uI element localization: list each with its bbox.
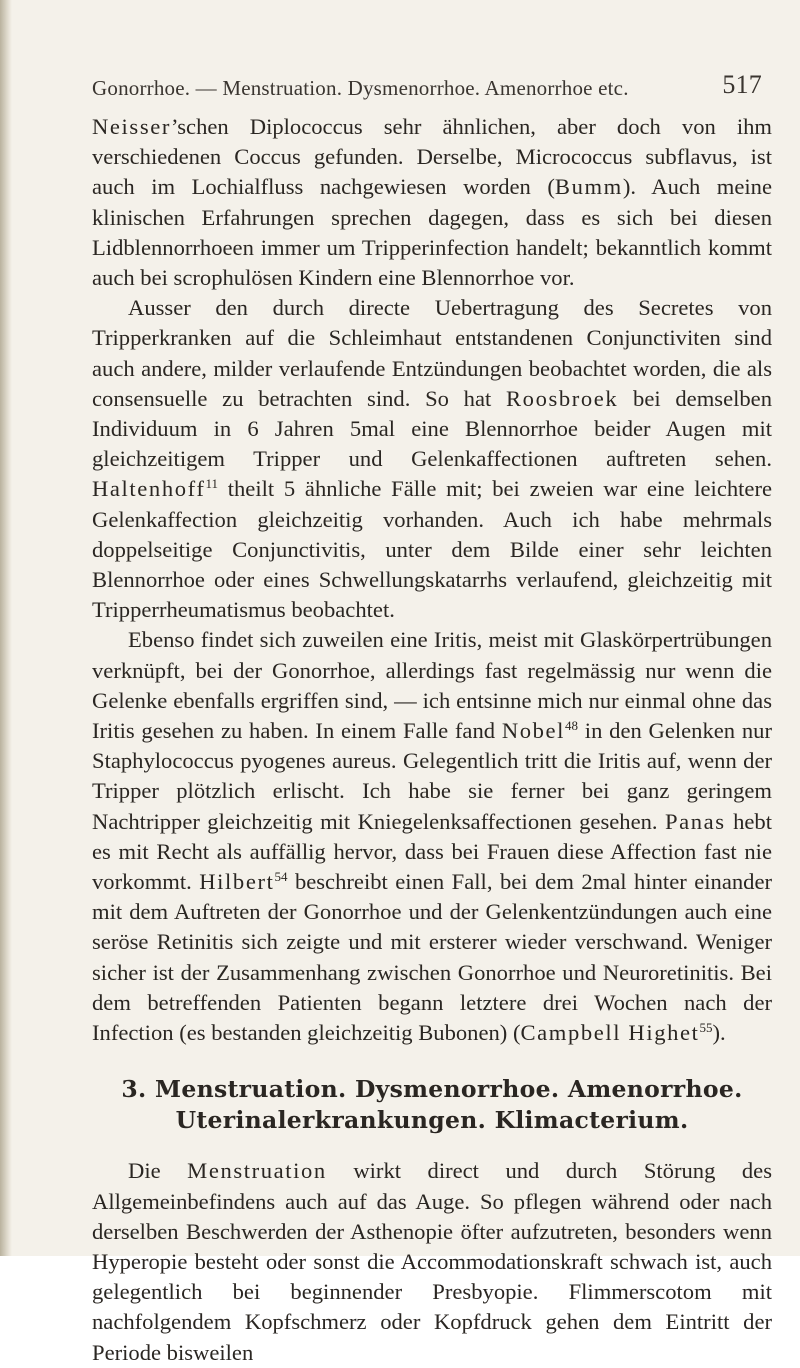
section-heading — [92, 1074, 772, 1136]
paragraph-2 — [92, 293, 772, 625]
paragraph-1-text-a: ’schen Diplococcus sehr ähnlichen, aber doch von ihm verschiedenen Coccus gefunden. Derselbe, Micrococcus subflavus, ist auch im Lochialfluss nachgewiesen worden ( — [92, 114, 772, 200]
section-heading-line-1: 3. Menstruation. Dysmenorrhoe. Amenorrhoe. — [121, 1075, 743, 1104]
author-bumm: Bumm — [554, 174, 623, 200]
footnote-ref-55: 55 — [699, 1020, 713, 1036]
author-panas: Panas — [664, 808, 726, 834]
page-number: 517 — [722, 70, 762, 99]
paragraph-3-text-a: Ebenso findet sich zuweilen eine Iritis, meist mit Glaskörpertrübungen verknüpft, bei der Gonorrhoe, allerdings fast regelmässig nur wenn die Gelenke ebenfalls ergriffen sind, — ich entsinne mich nur einmal ohne das Iritis gesehen zu haben. In einem Falle fand — [92, 627, 772, 744]
paragraph-3-text-c: hebt es mit Recht als auffällig hervor, dass bei Frauen diese Affection fast nie vorkommt. — [92, 808, 772, 895]
paragraph-3 — [92, 625, 772, 1048]
page-body — [92, 112, 772, 1368]
footnote-ref-48: 48 — [565, 718, 579, 734]
paragraph-2-text-b: bei demselben Individuum in 6 Jahren 5mal eine Blennorrhoe beider Augen mit gleichzeitigem Tripper und Gelenkaffectionen auftreten sehen. — [92, 385, 772, 472]
paragraph-4 — [92, 1156, 772, 1367]
term-menstruation: Menstruation — [187, 1158, 327, 1184]
author-nobel: Nobel — [501, 718, 566, 744]
paragraph-4-text-b: wirkt direct und durch Störung des Allgemeinbefindens auch auf das Auge. So pflegen während oder nach derselben Beschwerden der Asthenopie öfter aufzutreten, besonders wenn Hyperopie besteht oder sonst die Accommodationskraft schwach ist, auch gelegentlich bei beginnender Presbyopie. Flimmerscotom mit nachfolgendem Kopfschmerz oder Kopfdruck gehen dem Eintritt der Periode bisweilen — [92, 1158, 772, 1365]
section-heading-line-2: Uterinalerkrankungen. Klimacterium. — [175, 1106, 689, 1135]
paragraph-3-text-d: beschreibt einen Fall, bei dem 2mal hinter einander mit dem Auftreten der Gonorrhoe und der Gelenkentzündungen auch eine seröse Retinitis sich zeigte und mit ersterer wieder verschwand. Weniger sicher ist der Zusammenhang zwischen Gonorrhoe und Neuroretinitis. Bei dem betreffenden Patienten begann letztere drei Wochen nach der Infection (es bestanden gleichzeitig Bubonen) ( — [92, 869, 772, 1046]
author-campbell-highet: Campbell Highet — [520, 1020, 700, 1046]
page-binding-shadow — [0, 0, 12, 1256]
running-header — [92, 70, 762, 101]
paragraph-1-text-b: ). Auch meine klinischen Erfahrungen sprechen dagegen, dass es sich bei diesen Lidblennorrhoeen immer um Tripperinfection handelt; bekanntlich kommt auch bei scrophulösen Kindern eine Blennorrhoe vor. — [92, 174, 772, 291]
paragraph-1 — [92, 112, 772, 293]
paragraph-4-text-a: Die — [128, 1158, 188, 1184]
author-hilbert: Hilbert — [199, 869, 275, 895]
author-haltenhoff: Haltenhoff — [92, 476, 206, 502]
running-header-title: Gonorrhoe. — Menstruation. Dysmenorrhoe. Amenorrhoe etc. — [92, 76, 629, 100]
footnote-ref-11: 11 — [205, 476, 218, 492]
footnote-ref-54: 54 — [274, 869, 288, 885]
paragraph-3-text-b: in den Gelenken nur Staphylococcus pyogenes aureus. Gelegentlich tritt die Iritis auf, wenn der Tripper plötzlich erlischt. Ich habe sie ferner bei ganz geringem Nachtripper gleichzeitig mit Kniegelenksaffectionen gesehen. — [92, 718, 772, 834]
author-neisser: Neisser — [92, 114, 171, 139]
paragraph-3-text-e: ). — [712, 1020, 726, 1046]
author-roosbroek: Roosbroek — [506, 385, 619, 411]
paragraph-2-text-c: theilt 5 ähnliche Fälle mit; bei zweien war eine leichtere Gelenkaffection gleichzeitig vorhanden. Auch ich habe mehrmals doppelseitige Conjunctivitis, unter dem Bilde einer sehr leichten Blennorrhoe oder eines Schwellungskatarrhs verlaufend, gleichzeitig mit Tripperrheumatismus beobachtet. — [92, 476, 772, 623]
paragraph-2-text-a: Ausser den durch directe Uebertragung des Secretes von Tripperkranken auf die Schleimhaut entstandenen Conjunctiviten sind auch andere, milder verlaufende Entzündungen beobachtet worden, die als consensuelle zu betrachten sind. So hat — [92, 295, 772, 411]
